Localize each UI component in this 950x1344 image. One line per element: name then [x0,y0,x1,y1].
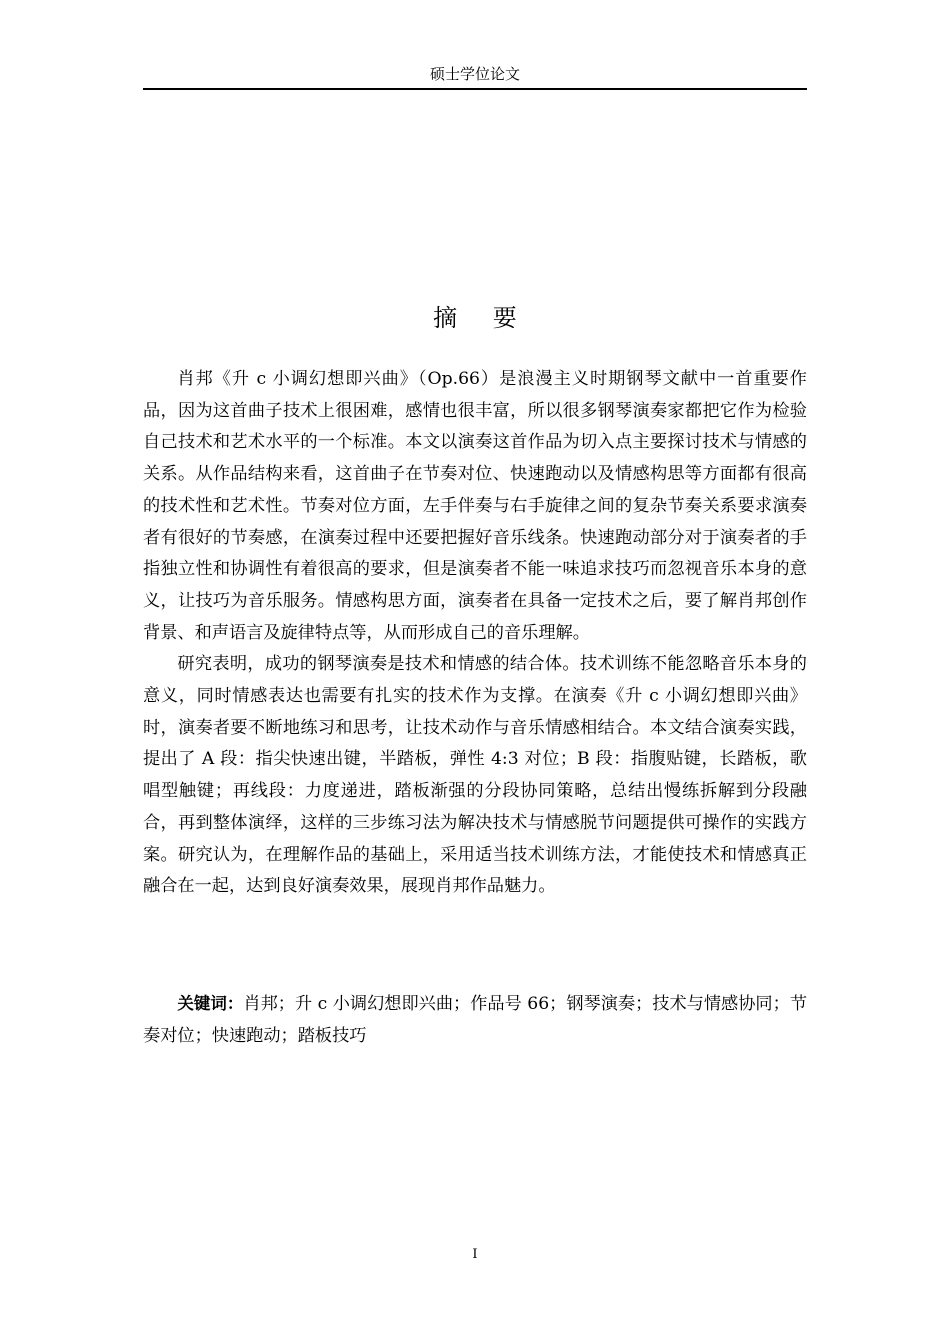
running-header [143,64,807,90]
abstract-paragraph: 肖邦《升 c 小调幻想即兴曲》（Op.66）是浪漫主义时期钢琴文献中一首重要作品，因为这首曲子技术上很困难，感情也很丰富，所以很多钢琴演奏家都把它作为检验自己技术和艺术水平的一个标准。本文以演奏这首作品为切入点主要探讨技术与情感的关系。从作品结构来看，这首曲子在节奏对位、快速跑动以及情感构思等方面都有很高的技术性和艺术性。节奏对位方面，左手伴奏与右手旋律之间的复杂节奏关系要求演奏者有很好的节奏感，在演奏过程中还要把握好音乐线条。快速跑动部分对于演奏者的手指独立性和协调性有着很高的要求，但是演奏者不能一味追求技巧而忽视音乐本身的意义，让技巧为音乐服务。情感构思方面，演奏者在具备一定技术之后，要了解肖邦创作背景、和声语言及旋律特点等，从而形成自己的音乐理解。 [143,369,807,643]
abstract-paragraph: 研究表明，成功的钢琴演奏是技术和情感的结合体。技术训练不能忽略音乐本身的意义，同时情感表达也需要有扎实的技术作为支撑。在演奏《升 c 小调幻想即兴曲》时，演奏者要不断地练习和思考，让技术动作与音乐情感相结合。本文结合演奏实践，提出了 A 段：指尖快速出键，半踏板，弹性 4:3 对位；B 段：指腹贴键，长踏板，歌唱型触键；再线段：力度递进，踏板渐强的分段协同策略，总结出慢练拆解到分段融合，再到整体演绎，这样的三步练习法为解决技术与情感脱节问题提供可操作的实践方案。研究认为，在理解作品的基础上，采用适当技术训练方法，才能使技术和情感真正融合在一起，达到良好演奏效果，展现肖邦作品魅力。 [143,654,807,897]
keywords-text: 肖邦；升 c 小调幻想即兴曲；作品号 66；钢琴演奏；技术与情感协同；节奏对位；快速跑动；踏板技巧 [143,994,808,1046]
keywords [143,988,807,1052]
page-number: I [472,1247,478,1262]
abstract-title: 摘 要 [433,304,531,332]
keywords-label: 关键词： [177,994,244,1013]
abstract-body [143,364,807,903]
running-header-title: 硕士学位论文 [429,65,520,83]
